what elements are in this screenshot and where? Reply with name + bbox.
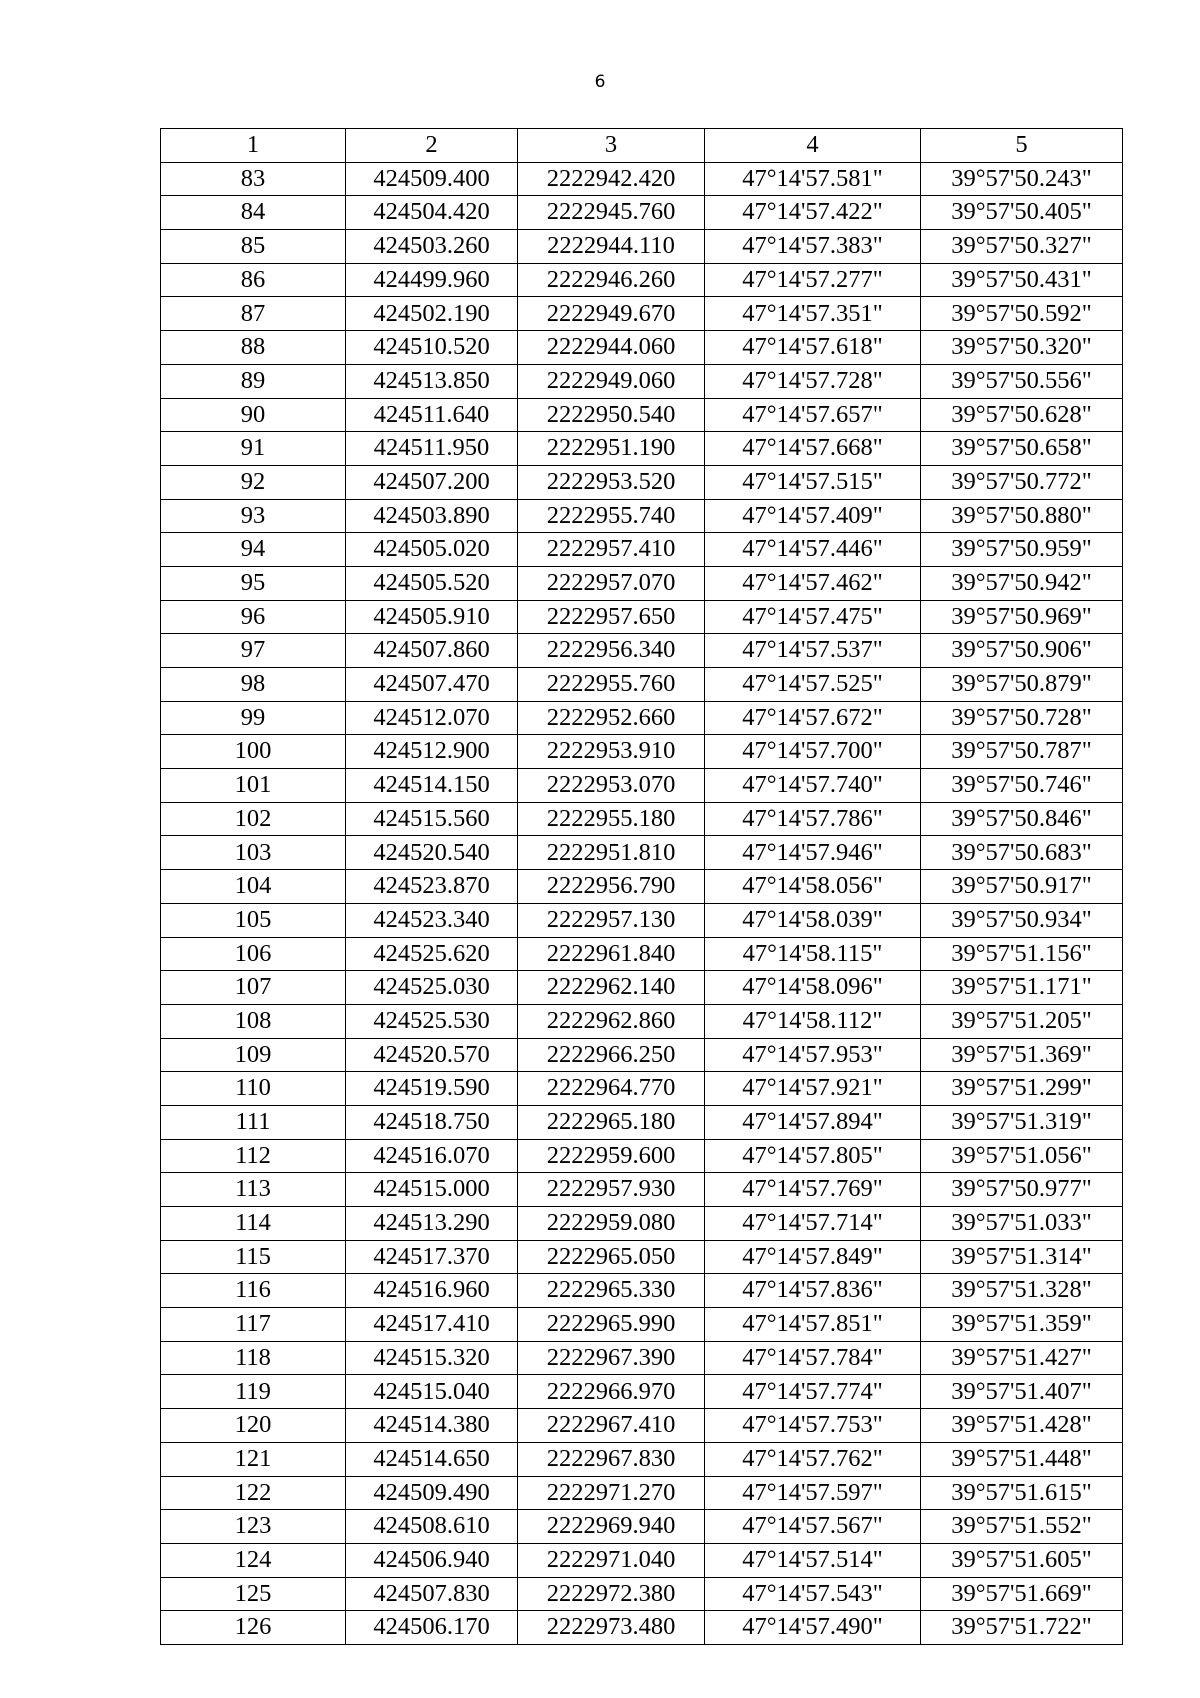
table-row [161, 802, 1123, 836]
longitude-cell: 39°57'51.407" [921, 1375, 1123, 1409]
latitude-cell: 47°14'57.836" [705, 1274, 921, 1308]
longitude-cell: 39°57'50.969" [921, 600, 1123, 634]
latitude-cell: 47°14'57.921" [705, 1072, 921, 1106]
longitude-cell: 39°57'50.917" [921, 870, 1123, 904]
latitude-cell: 47°14'57.849" [705, 1240, 921, 1274]
table-row [161, 162, 1123, 196]
latitude-cell: 47°14'57.515" [705, 465, 921, 499]
table-row [161, 836, 1123, 870]
point-number-cell: 124 [161, 1543, 346, 1577]
y-coordinate-cell: 2222949.670 [518, 297, 705, 331]
latitude-cell: 47°14'57.446" [705, 533, 921, 567]
longitude-cell: 39°57'50.243" [921, 162, 1123, 196]
point-number-cell: 122 [161, 1476, 346, 1510]
latitude-cell: 47°14'57.597" [705, 1476, 921, 1510]
latitude-cell: 47°14'57.525" [705, 668, 921, 702]
table-row [161, 634, 1123, 668]
latitude-cell: 47°14'57.668" [705, 432, 921, 466]
longitude-cell: 39°57'50.959" [921, 533, 1123, 567]
longitude-cell: 39°57'51.427" [921, 1341, 1123, 1375]
y-coordinate-cell: 2222962.140 [518, 971, 705, 1005]
y-coordinate-cell: 2222953.910 [518, 735, 705, 769]
x-coordinate-cell: 424512.070 [346, 701, 518, 735]
latitude-cell: 47°14'57.409" [705, 499, 921, 533]
latitude-cell: 47°14'58.096" [705, 971, 921, 1005]
latitude-cell: 47°14'57.784" [705, 1341, 921, 1375]
table-row [161, 566, 1123, 600]
longitude-cell: 39°57'51.369" [921, 1038, 1123, 1072]
longitude-cell: 39°57'51.299" [921, 1072, 1123, 1106]
table-row [161, 1004, 1123, 1038]
latitude-cell: 47°14'57.946" [705, 836, 921, 870]
point-number-cell: 120 [161, 1409, 346, 1443]
latitude-cell: 47°14'57.700" [705, 735, 921, 769]
y-coordinate-cell: 2222966.970 [518, 1375, 705, 1409]
longitude-cell: 39°57'51.669" [921, 1577, 1123, 1611]
table-row [161, 1139, 1123, 1173]
latitude-cell: 47°14'57.753" [705, 1409, 921, 1443]
point-number-cell: 108 [161, 1004, 346, 1038]
latitude-cell: 47°14'58.115" [705, 937, 921, 971]
latitude-cell: 47°14'57.762" [705, 1442, 921, 1476]
point-number-cell: 86 [161, 263, 346, 297]
point-number-cell: 114 [161, 1207, 346, 1241]
longitude-cell: 39°57'50.556" [921, 364, 1123, 398]
y-coordinate-cell: 2222971.270 [518, 1476, 705, 1510]
table-header-row [161, 129, 1123, 163]
latitude-cell: 47°14'58.112" [705, 1004, 921, 1038]
latitude-cell: 47°14'57.714" [705, 1207, 921, 1241]
table-row [161, 1611, 1123, 1645]
y-coordinate-cell: 2222965.330 [518, 1274, 705, 1308]
point-number-cell: 95 [161, 566, 346, 600]
point-number-cell: 116 [161, 1274, 346, 1308]
point-number-cell: 84 [161, 196, 346, 230]
latitude-cell: 47°14'57.894" [705, 1105, 921, 1139]
table-row [161, 432, 1123, 466]
table-row [161, 297, 1123, 331]
longitude-cell: 39°57'51.722" [921, 1611, 1123, 1645]
point-number-cell: 123 [161, 1510, 346, 1544]
longitude-cell: 39°57'50.628" [921, 398, 1123, 432]
longitude-cell: 39°57'50.772" [921, 465, 1123, 499]
longitude-cell: 39°57'51.319" [921, 1105, 1123, 1139]
point-number-cell: 117 [161, 1308, 346, 1342]
longitude-cell: 39°57'51.205" [921, 1004, 1123, 1038]
y-coordinate-cell: 2222964.770 [518, 1072, 705, 1106]
x-coordinate-cell: 424503.890 [346, 499, 518, 533]
table-row [161, 1274, 1123, 1308]
y-coordinate-cell: 2222961.840 [518, 937, 705, 971]
longitude-cell: 39°57'51.448" [921, 1442, 1123, 1476]
column-header-4: 4 [705, 129, 921, 163]
x-coordinate-cell: 424513.850 [346, 364, 518, 398]
latitude-cell: 47°14'57.728" [705, 364, 921, 398]
longitude-cell: 39°57'50.906" [921, 634, 1123, 668]
x-coordinate-cell: 424514.380 [346, 1409, 518, 1443]
table-row [161, 1375, 1123, 1409]
table-row [161, 701, 1123, 735]
point-number-cell: 99 [161, 701, 346, 735]
latitude-cell: 47°14'57.805" [705, 1139, 921, 1173]
point-number-cell: 106 [161, 937, 346, 971]
latitude-cell: 47°14'57.769" [705, 1173, 921, 1207]
point-number-cell: 102 [161, 802, 346, 836]
longitude-cell: 39°57'51.056" [921, 1139, 1123, 1173]
latitude-cell: 47°14'57.581" [705, 162, 921, 196]
table-row [161, 230, 1123, 264]
longitude-cell: 39°57'50.327" [921, 230, 1123, 264]
y-coordinate-cell: 2222952.660 [518, 701, 705, 735]
point-number-cell: 109 [161, 1038, 346, 1072]
x-coordinate-cell: 424514.150 [346, 769, 518, 803]
column-header-5: 5 [921, 129, 1123, 163]
y-coordinate-cell: 2222967.390 [518, 1341, 705, 1375]
x-coordinate-cell: 424517.370 [346, 1240, 518, 1274]
table-row [161, 1105, 1123, 1139]
latitude-cell: 47°14'57.383" [705, 230, 921, 264]
x-coordinate-cell: 424510.520 [346, 331, 518, 365]
x-coordinate-cell: 424509.490 [346, 1476, 518, 1510]
x-coordinate-cell: 424517.410 [346, 1308, 518, 1342]
longitude-cell: 39°57'51.552" [921, 1510, 1123, 1544]
table-row [161, 263, 1123, 297]
y-coordinate-cell: 2222951.810 [518, 836, 705, 870]
table-row [161, 1341, 1123, 1375]
latitude-cell: 47°14'57.786" [705, 802, 921, 836]
x-coordinate-cell: 424506.170 [346, 1611, 518, 1645]
point-number-cell: 83 [161, 162, 346, 196]
point-number-cell: 91 [161, 432, 346, 466]
x-coordinate-cell: 424515.000 [346, 1173, 518, 1207]
table-row [161, 769, 1123, 803]
longitude-cell: 39°57'50.879" [921, 668, 1123, 702]
longitude-cell: 39°57'50.431" [921, 263, 1123, 297]
table-row [161, 398, 1123, 432]
table-row [161, 1207, 1123, 1241]
longitude-cell: 39°57'50.658" [921, 432, 1123, 466]
y-coordinate-cell: 2222950.540 [518, 398, 705, 432]
longitude-cell: 39°57'50.592" [921, 297, 1123, 331]
table-row [161, 1038, 1123, 1072]
x-coordinate-cell: 424520.570 [346, 1038, 518, 1072]
x-coordinate-cell: 424516.960 [346, 1274, 518, 1308]
point-number-cell: 110 [161, 1072, 346, 1106]
table-row [161, 499, 1123, 533]
latitude-cell: 47°14'57.277" [705, 263, 921, 297]
x-coordinate-cell: 424511.640 [346, 398, 518, 432]
x-coordinate-cell: 424520.540 [346, 836, 518, 870]
table-row [161, 971, 1123, 1005]
y-coordinate-cell: 2222955.740 [518, 499, 705, 533]
y-coordinate-cell: 2222944.110 [518, 230, 705, 264]
x-coordinate-cell: 424514.650 [346, 1442, 518, 1476]
y-coordinate-cell: 2222956.340 [518, 634, 705, 668]
y-coordinate-cell: 2222971.040 [518, 1543, 705, 1577]
point-number-cell: 101 [161, 769, 346, 803]
x-coordinate-cell: 424505.520 [346, 566, 518, 600]
x-coordinate-cell: 424525.620 [346, 937, 518, 971]
y-coordinate-cell: 2222959.600 [518, 1139, 705, 1173]
x-coordinate-cell: 424518.750 [346, 1105, 518, 1139]
latitude-cell: 47°14'57.422" [705, 196, 921, 230]
x-coordinate-cell: 424519.590 [346, 1072, 518, 1106]
table-row [161, 1442, 1123, 1476]
latitude-cell: 47°14'57.567" [705, 1510, 921, 1544]
longitude-cell: 39°57'50.683" [921, 836, 1123, 870]
x-coordinate-cell: 424513.290 [346, 1207, 518, 1241]
column-header-1: 1 [161, 129, 346, 163]
longitude-cell: 39°57'50.880" [921, 499, 1123, 533]
longitude-cell: 39°57'50.787" [921, 735, 1123, 769]
x-coordinate-cell: 424506.940 [346, 1543, 518, 1577]
longitude-cell: 39°57'51.328" [921, 1274, 1123, 1308]
point-number-cell: 85 [161, 230, 346, 264]
table-body [161, 162, 1123, 1644]
longitude-cell: 39°57'50.934" [921, 903, 1123, 937]
x-coordinate-cell: 424511.950 [346, 432, 518, 466]
y-coordinate-cell: 2222949.060 [518, 364, 705, 398]
table-row [161, 465, 1123, 499]
point-number-cell: 115 [161, 1240, 346, 1274]
longitude-cell: 39°57'50.942" [921, 566, 1123, 600]
table-row [161, 533, 1123, 567]
x-coordinate-cell: 424515.560 [346, 802, 518, 836]
longitude-cell: 39°57'50.405" [921, 196, 1123, 230]
page-number: 6 [594, 72, 606, 92]
latitude-cell: 47°14'57.514" [705, 1543, 921, 1577]
table-row [161, 1072, 1123, 1106]
y-coordinate-cell: 2222953.070 [518, 769, 705, 803]
x-coordinate-cell: 424503.260 [346, 230, 518, 264]
point-number-cell: 104 [161, 870, 346, 904]
table-row [161, 1409, 1123, 1443]
latitude-cell: 47°14'57.953" [705, 1038, 921, 1072]
y-coordinate-cell: 2222967.830 [518, 1442, 705, 1476]
table-row [161, 600, 1123, 634]
table-row [161, 1476, 1123, 1510]
y-coordinate-cell: 2222957.410 [518, 533, 705, 567]
y-coordinate-cell: 2222957.130 [518, 903, 705, 937]
point-number-cell: 93 [161, 499, 346, 533]
point-number-cell: 89 [161, 364, 346, 398]
y-coordinate-cell: 2222973.480 [518, 1611, 705, 1645]
longitude-cell: 39°57'50.977" [921, 1173, 1123, 1207]
table-row [161, 1510, 1123, 1544]
longitude-cell: 39°57'51.605" [921, 1543, 1123, 1577]
table-row [161, 1543, 1123, 1577]
x-coordinate-cell: 424523.870 [346, 870, 518, 904]
table-row [161, 331, 1123, 365]
point-number-cell: 103 [161, 836, 346, 870]
y-coordinate-cell: 2222967.410 [518, 1409, 705, 1443]
x-coordinate-cell: 424516.070 [346, 1139, 518, 1173]
y-coordinate-cell: 2222959.080 [518, 1207, 705, 1241]
table-row [161, 668, 1123, 702]
point-number-cell: 98 [161, 668, 346, 702]
longitude-cell: 39°57'50.728" [921, 701, 1123, 735]
x-coordinate-cell: 424505.020 [346, 533, 518, 567]
longitude-cell: 39°57'51.428" [921, 1409, 1123, 1443]
latitude-cell: 47°14'57.537" [705, 634, 921, 668]
longitude-cell: 39°57'51.615" [921, 1476, 1123, 1510]
x-coordinate-cell: 424502.190 [346, 297, 518, 331]
y-coordinate-cell: 2222957.930 [518, 1173, 705, 1207]
y-coordinate-cell: 2222972.380 [518, 1577, 705, 1611]
latitude-cell: 47°14'57.657" [705, 398, 921, 432]
latitude-cell: 47°14'57.851" [705, 1308, 921, 1342]
longitude-cell: 39°57'50.746" [921, 769, 1123, 803]
point-number-cell: 118 [161, 1341, 346, 1375]
y-coordinate-cell: 2222953.520 [518, 465, 705, 499]
x-coordinate-cell: 424512.900 [346, 735, 518, 769]
table-row [161, 1308, 1123, 1342]
y-coordinate-cell: 2222944.060 [518, 331, 705, 365]
point-number-cell: 107 [161, 971, 346, 1005]
y-coordinate-cell: 2222957.070 [518, 566, 705, 600]
point-number-cell: 112 [161, 1139, 346, 1173]
x-coordinate-cell: 424507.830 [346, 1577, 518, 1611]
point-number-cell: 88 [161, 331, 346, 365]
latitude-cell: 47°14'57.351" [705, 297, 921, 331]
point-number-cell: 125 [161, 1577, 346, 1611]
y-coordinate-cell: 2222945.760 [518, 196, 705, 230]
x-coordinate-cell: 424505.910 [346, 600, 518, 634]
y-coordinate-cell: 2222965.990 [518, 1308, 705, 1342]
point-number-cell: 92 [161, 465, 346, 499]
latitude-cell: 47°14'57.462" [705, 566, 921, 600]
latitude-cell: 47°14'58.039" [705, 903, 921, 937]
y-coordinate-cell: 2222955.180 [518, 802, 705, 836]
latitude-cell: 47°14'57.740" [705, 769, 921, 803]
x-coordinate-cell: 424499.960 [346, 263, 518, 297]
y-coordinate-cell: 2222946.260 [518, 263, 705, 297]
longitude-cell: 39°57'51.171" [921, 971, 1123, 1005]
longitude-cell: 39°57'51.156" [921, 937, 1123, 971]
latitude-cell: 47°14'58.056" [705, 870, 921, 904]
table-row [161, 364, 1123, 398]
x-coordinate-cell: 424507.470 [346, 668, 518, 702]
x-coordinate-cell: 424523.340 [346, 903, 518, 937]
longitude-cell: 39°57'51.314" [921, 1240, 1123, 1274]
point-number-cell: 111 [161, 1105, 346, 1139]
table-row [161, 1577, 1123, 1611]
latitude-cell: 47°14'57.672" [705, 701, 921, 735]
x-coordinate-cell: 424508.610 [346, 1510, 518, 1544]
column-header-3: 3 [518, 129, 705, 163]
x-coordinate-cell: 424515.040 [346, 1375, 518, 1409]
y-coordinate-cell: 2222951.190 [518, 432, 705, 466]
y-coordinate-cell: 2222942.420 [518, 162, 705, 196]
point-number-cell: 94 [161, 533, 346, 567]
y-coordinate-cell: 2222955.760 [518, 668, 705, 702]
y-coordinate-cell: 2222965.050 [518, 1240, 705, 1274]
point-number-cell: 105 [161, 903, 346, 937]
point-number-cell: 96 [161, 600, 346, 634]
point-number-cell: 119 [161, 1375, 346, 1409]
longitude-cell: 39°57'51.359" [921, 1308, 1123, 1342]
table-row [161, 735, 1123, 769]
table-row [161, 937, 1123, 971]
point-number-cell: 97 [161, 634, 346, 668]
table-row [161, 903, 1123, 937]
y-coordinate-cell: 2222962.860 [518, 1004, 705, 1038]
y-coordinate-cell: 2222965.180 [518, 1105, 705, 1139]
x-coordinate-cell: 424515.320 [346, 1341, 518, 1375]
latitude-cell: 47°14'57.543" [705, 1577, 921, 1611]
longitude-cell: 39°57'51.033" [921, 1207, 1123, 1241]
longitude-cell: 39°57'50.846" [921, 802, 1123, 836]
point-number-cell: 121 [161, 1442, 346, 1476]
x-coordinate-cell: 424507.200 [346, 465, 518, 499]
x-coordinate-cell: 424525.530 [346, 1004, 518, 1038]
point-number-cell: 126 [161, 1611, 346, 1645]
x-coordinate-cell: 424509.400 [346, 162, 518, 196]
table-row [161, 1173, 1123, 1207]
point-number-cell: 100 [161, 735, 346, 769]
longitude-cell: 39°57'50.320" [921, 331, 1123, 365]
point-number-cell: 113 [161, 1173, 346, 1207]
y-coordinate-cell: 2222969.940 [518, 1510, 705, 1544]
y-coordinate-cell: 2222956.790 [518, 870, 705, 904]
latitude-cell: 47°14'57.475" [705, 600, 921, 634]
x-coordinate-cell: 424504.420 [346, 196, 518, 230]
table-row [161, 196, 1123, 230]
y-coordinate-cell: 2222957.650 [518, 600, 705, 634]
coordinates-table [160, 128, 1123, 1645]
point-number-cell: 90 [161, 398, 346, 432]
y-coordinate-cell: 2222966.250 [518, 1038, 705, 1072]
latitude-cell: 47°14'57.774" [705, 1375, 921, 1409]
latitude-cell: 47°14'57.618" [705, 331, 921, 365]
x-coordinate-cell: 424507.860 [346, 634, 518, 668]
point-number-cell: 87 [161, 297, 346, 331]
latitude-cell: 47°14'57.490" [705, 1611, 921, 1645]
column-header-2: 2 [346, 129, 518, 163]
table-row [161, 1240, 1123, 1274]
x-coordinate-cell: 424525.030 [346, 971, 518, 1005]
table-row [161, 870, 1123, 904]
